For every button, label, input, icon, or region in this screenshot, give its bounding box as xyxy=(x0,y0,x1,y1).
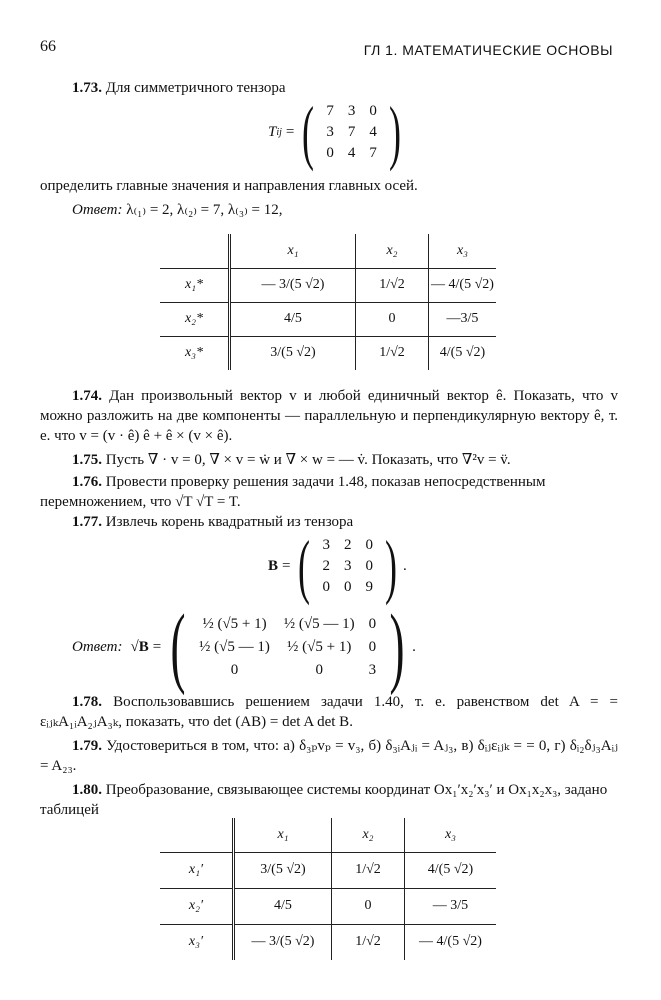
equals-sign: = xyxy=(285,124,295,140)
equals-sign: = xyxy=(282,558,291,574)
table-cell: 4/5 xyxy=(230,302,356,336)
table-row xyxy=(160,336,496,370)
problem-number: 1.76. xyxy=(72,474,102,490)
matrix-entry: 0 xyxy=(365,557,373,574)
matrix-body xyxy=(316,537,379,596)
answer-label: Ответ: xyxy=(72,639,123,655)
matrix-body xyxy=(193,616,382,679)
row-label: x₁′ xyxy=(160,852,234,888)
tensor-symbol: B xyxy=(268,558,279,574)
problem-number: 1.77. xyxy=(72,514,102,530)
matrix-entry: 0 xyxy=(315,661,324,678)
table-cell: 1/√2 xyxy=(332,852,405,888)
problem-1-78 xyxy=(40,692,618,732)
matrix-entry: ½ (√5 + 1) xyxy=(287,638,352,655)
matrix-entry: 3 xyxy=(326,123,334,140)
table-row xyxy=(160,888,496,924)
matrix-entry: 0 xyxy=(368,638,377,655)
matrix-entry: 4 xyxy=(347,144,356,161)
problem-text: Дан произвольный вектор v и любой единичный вектор ê. Показать, что v можно разложить на две компоненты — параллельную и перпендикулярную вектору ê, т. е. что v = (v · ê) ê + ê × (v × ê). xyxy=(40,388,618,444)
matrix-entry: 7 xyxy=(326,102,334,119)
problem-number: 1.73. xyxy=(72,80,102,96)
table-cell: 3/(5 √2) xyxy=(230,336,356,370)
table-corner xyxy=(160,818,234,852)
problem-1-77 xyxy=(72,512,353,532)
problem-text: Провести проверку решения задачи 1.48, показав непосредственным перемножением, что √T √T = T. xyxy=(40,474,546,510)
answer-label: Ответ: xyxy=(72,202,123,218)
table-cell: — 3/5 xyxy=(405,888,497,924)
problem-text: Пусть ∇ · v = 0, ∇ × v = ẇ и ∇ × w = — v̇. Показать, что ∇²v = v̈. xyxy=(105,452,511,468)
table-cell: 1/√2 xyxy=(356,268,429,302)
table-cell: 4/(5 √2) xyxy=(429,336,497,370)
matrix-entry: 2 xyxy=(322,557,330,574)
eigenvector-table xyxy=(160,234,496,370)
tensor-b-equation xyxy=(268,526,407,606)
problem-number: 1.74. xyxy=(72,388,102,404)
matrix-entry: 0 xyxy=(369,102,377,119)
problem-number: 1.79. xyxy=(72,738,102,754)
table-cell: 4/5 xyxy=(234,888,332,924)
right-paren: ) xyxy=(389,597,405,696)
problem-number: 1.75. xyxy=(72,452,102,468)
col-header: x₁ xyxy=(230,234,356,268)
tensor-b-matrix xyxy=(292,526,402,606)
tensor-t-equation xyxy=(268,92,407,172)
matrix-entry: 0 xyxy=(322,578,330,595)
problem-text: Воспользовавшись решением задачи 1.40, т. е. равенством det A = = εᵢⱼₖA₁ᵢA₂ⱼA₃ₖ, показать, что det (AB) = det A det B. xyxy=(40,694,619,730)
matrix-entry: 2 xyxy=(343,536,352,553)
problem-1-75 xyxy=(72,450,511,470)
problem-number: 1.80. xyxy=(72,782,102,798)
period: . xyxy=(412,639,416,655)
problem-1-76 xyxy=(40,472,618,512)
sqrt-b-answer xyxy=(72,597,416,696)
table-cell: — 4/(5 √2) xyxy=(429,268,497,302)
sqrt-b-matrix xyxy=(163,597,412,696)
row-label: x₂′ xyxy=(160,888,234,924)
table-cell: 3/(5 √2) xyxy=(234,852,332,888)
col-header: x₃ xyxy=(405,818,497,852)
matrix-entry: 3 xyxy=(347,102,356,119)
tensor-symbol: T xyxy=(268,124,277,140)
problem-1-73-intro xyxy=(72,78,286,98)
table-cell: 1/√2 xyxy=(332,924,405,960)
sqrt-b-symbol: √B xyxy=(130,639,149,655)
table-corner xyxy=(160,234,230,268)
tensor-t-matrix xyxy=(296,92,406,172)
problem-1-80 xyxy=(40,780,618,820)
problem-number: 1.78. xyxy=(72,694,102,710)
equals-sign: = xyxy=(152,639,162,655)
problem-text: Удостовериться в том, что: а) δ₃ₚvₚ = v₃, б) δ₃ᵢAⱼᵢ = Aⱼ₃, в) δᵢⱼεᵢⱼₖ = = 0, г) δᵢ₂δⱼ₃Aᵢⱼ = A₂₃. xyxy=(40,738,618,774)
matrix-entry: 3 xyxy=(343,557,352,574)
problem-text: Извлечь корень квадратный из тензора xyxy=(105,514,354,530)
col-header: x₂ xyxy=(332,818,405,852)
table-row xyxy=(160,268,496,302)
table-cell: — 4/(5 √2) xyxy=(405,924,497,960)
row-label: x₂* xyxy=(160,302,230,336)
matrix-entry: ½ (√5 + 1) xyxy=(202,615,267,632)
col-header: x₁ xyxy=(234,818,332,852)
row-label: x₁* xyxy=(160,268,230,302)
matrix-entry: ½ (√5 — 1) xyxy=(199,638,270,655)
table-cell: 0 xyxy=(356,302,429,336)
problem-1-73-answer xyxy=(72,200,282,220)
row-label: x₃* xyxy=(160,336,230,370)
matrix-body xyxy=(320,103,383,162)
matrix-entry: 3 xyxy=(322,536,330,553)
col-header: x₂ xyxy=(356,234,429,268)
table-cell: 0 xyxy=(332,888,405,924)
table-row xyxy=(160,924,496,960)
transformation-table xyxy=(160,818,496,960)
col-header: x₃ xyxy=(429,234,497,268)
page-number: 66 xyxy=(40,38,56,55)
row-label: x₃′ xyxy=(160,924,234,960)
answer-eigenvalues: λ₍₁₎ = 2, λ₍₂₎ = 7, λ₍₃₎ = 12, xyxy=(126,202,283,218)
table-cell: 1/√2 xyxy=(356,336,429,370)
right-paren: ) xyxy=(384,526,397,606)
matrix-entry: 4 xyxy=(369,123,377,140)
table-row xyxy=(160,852,496,888)
matrix-entry: 3 xyxy=(368,661,377,678)
table-cell: — 3/(5 √2) xyxy=(230,268,356,302)
problem-1-73-task: определить главные значения и направления главных осей. xyxy=(40,178,418,194)
matrix-entry: ½ (√5 — 1) xyxy=(283,615,355,632)
table-cell: — 3/(5 √2) xyxy=(234,924,332,960)
problem-1-74 xyxy=(40,386,618,446)
matrix-entry: 0 xyxy=(230,661,239,678)
matrix-entry: 0 xyxy=(326,144,334,161)
period: . xyxy=(402,558,407,574)
problem-1-79 xyxy=(40,736,618,776)
table-cell: 4/(5 √2) xyxy=(405,852,497,888)
matrix-entry: 0 xyxy=(365,536,373,553)
left-paren: ( xyxy=(298,526,311,606)
matrix-entry: 7 xyxy=(369,144,377,161)
problem-text: Для симметричного тензора xyxy=(105,80,286,96)
chapter-title: ГЛ 1. МАТЕМАТИЧЕСКИЕ ОСНОВЫ xyxy=(363,42,613,58)
matrix-entry: 9 xyxy=(365,578,373,595)
left-paren: ( xyxy=(302,92,315,172)
table-cell: —3/5 xyxy=(429,302,497,336)
table-row xyxy=(160,302,496,336)
matrix-entry: 0 xyxy=(368,615,377,632)
left-paren: ( xyxy=(170,597,186,696)
problem-text: Преобразование, связывающее системы координат Ox₁′x₂′x₃′ и Ox₁x₂x₃, задано таблицей xyxy=(40,782,608,818)
matrix-entry: 7 xyxy=(347,123,356,140)
tensor-subscript: ij xyxy=(276,126,282,138)
matrix-entry: 0 xyxy=(343,578,352,595)
right-paren: ) xyxy=(388,92,401,172)
